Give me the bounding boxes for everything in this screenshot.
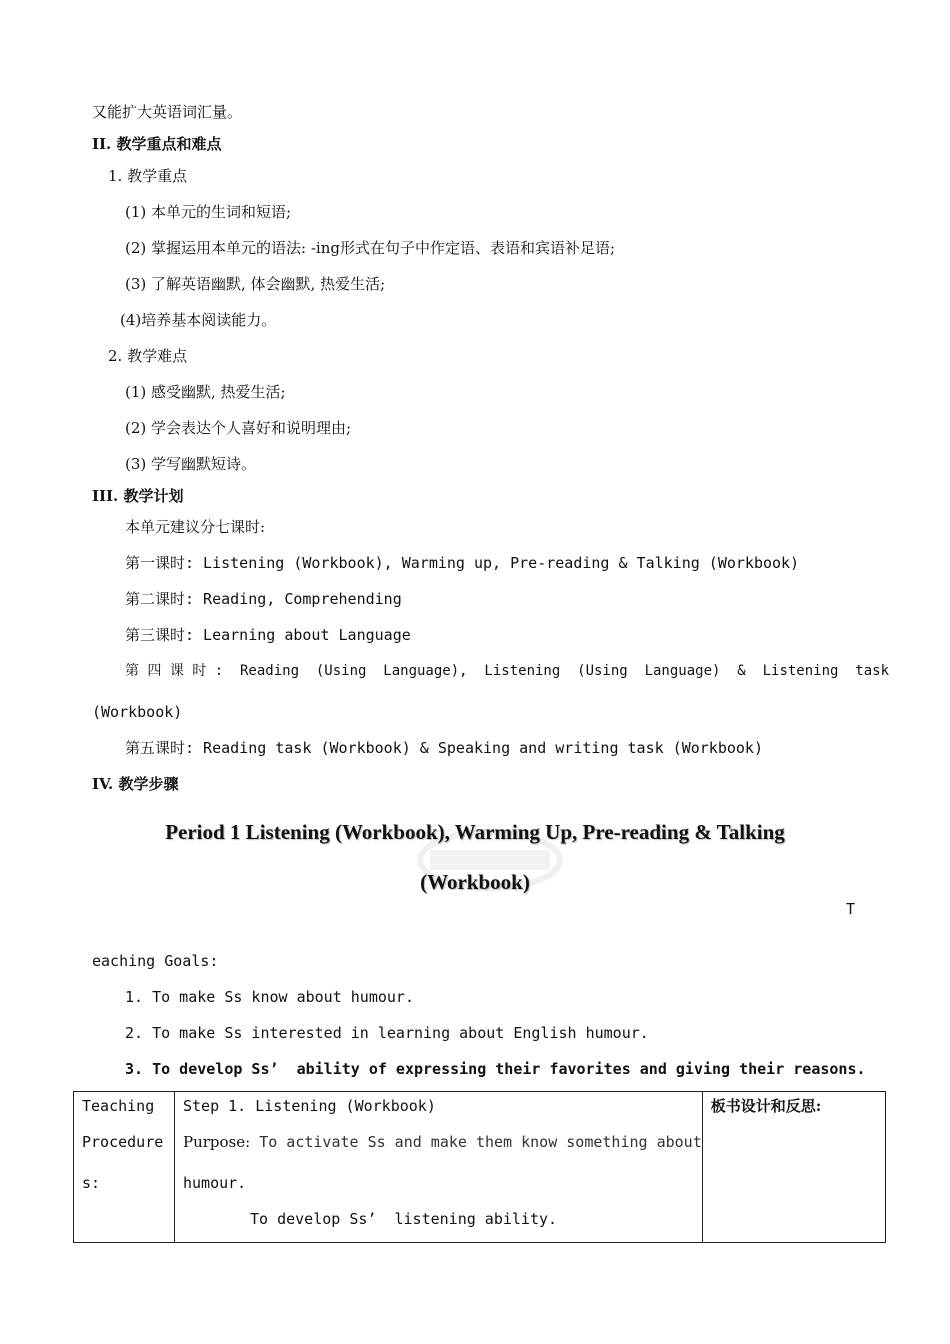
- goal-item: 2. To make Ss interested in learning about English humour.: [125, 1024, 649, 1042]
- section-3-heading: III. 教学计划: [92, 487, 184, 505]
- key-point-item: (2) 掌握运用本单元的语法: -ing形式在句子中作定语、表语和宾语补足语;: [125, 239, 616, 257]
- lesson-line: 第二课时: Reading, Comprehending: [125, 590, 402, 608]
- purpose-line-2: To develop Ss’ listening ability.: [250, 1210, 558, 1228]
- goals-heading: eaching Goals:: [92, 952, 219, 970]
- lesson-line: 第一课时: Listening (Workbook), Warming up, Pre-reading & Talking (Workbook): [125, 554, 800, 572]
- goal-item: 1. To make Ss know about humour.: [125, 988, 414, 1006]
- goal-item: 3. To develop Ss’ ability of expressing their favorites and giving their reasons.: [125, 1060, 866, 1078]
- board-design-label: 板书设计和反思:: [710, 1097, 822, 1115]
- goals-heading-initial: T: [846, 900, 856, 918]
- board-design-cell: [702, 1092, 885, 1243]
- lesson-line: 第三课时: Learning about Language: [125, 626, 411, 644]
- procedure-label: Teaching: [82, 1097, 155, 1115]
- period-title-line-2: (Workbook): [420, 870, 530, 894]
- difficulty-item: (2) 学会表达个人喜好和说明理由;: [125, 419, 352, 437]
- key-point-item: (3) 了解英语幽默, 体会幽默, 热爱生活;: [125, 275, 386, 293]
- step-cell: [175, 1092, 703, 1243]
- watermark-logo: [390, 800, 590, 920]
- difficulties-title: 2. 教学难点: [108, 347, 188, 365]
- purpose-line: [183, 1132, 702, 1152]
- difficulty-item: (1) 感受幽默, 热爱生活;: [125, 383, 286, 401]
- plan-intro: 本单元建议分七课时:: [125, 518, 266, 536]
- intro-tail: 又能扩大英语词汇量。: [92, 103, 243, 121]
- difficulty-item: (3) 学写幽默短诗。: [125, 455, 257, 473]
- period-title-line-1: Period 1 Listening (Workbook), Warming Up, Pre-reading & Talking: [165, 820, 785, 844]
- purpose-text: To activate Ss and make them know something about: [250, 1133, 702, 1151]
- lesson-line-cont: (Workbook): [92, 703, 183, 721]
- section-4-heading: IV. 教学步骤: [92, 775, 179, 793]
- procedure-label: Procedure: [82, 1133, 164, 1151]
- section-2-heading: II. 教学重点和难点: [92, 135, 222, 153]
- lesson-line: 第五课时: Reading task (Workbook) & Speaking and writing task (Workbook): [125, 739, 763, 757]
- procedure-label: s:: [82, 1174, 101, 1192]
- procedure-label-cell: [74, 1092, 175, 1243]
- step-title: Step 1. Listening (Workbook): [183, 1097, 436, 1115]
- key-points-title: 1. 教学重点: [108, 167, 188, 185]
- key-point-item: (1) 本单元的生词和短语;: [125, 203, 292, 221]
- purpose-cont: humour.: [183, 1174, 247, 1192]
- lesson-line: 第 四 课 时 : Reading (Using Language), Listening (Using Language) & Listening task: [125, 663, 890, 679]
- purpose-label: Purpose:: [183, 1133, 251, 1151]
- procedure-table: [73, 1091, 886, 1243]
- key-point-item: (4)培养基本阅读能力。: [120, 311, 277, 329]
